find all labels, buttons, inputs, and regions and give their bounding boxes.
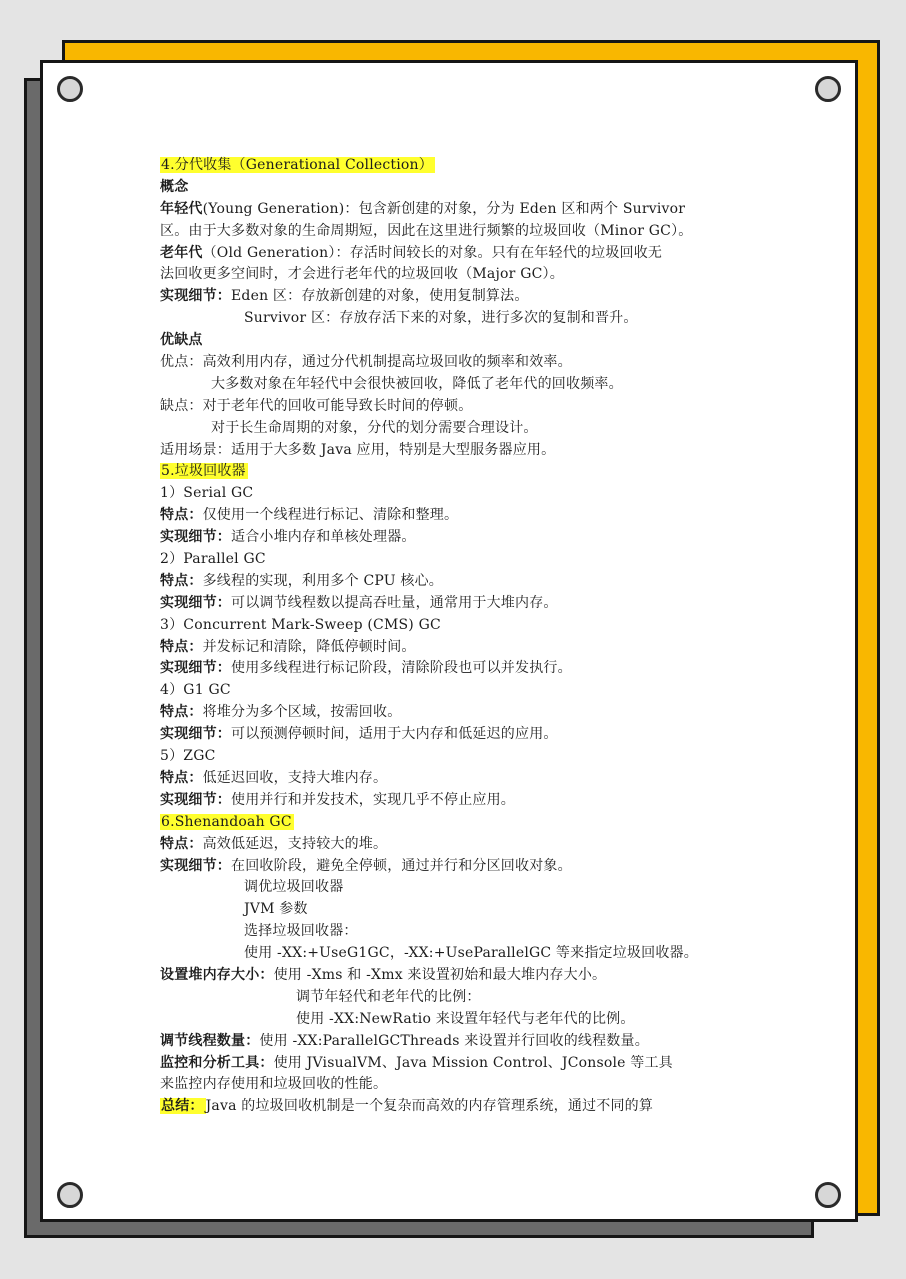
section-heading-4 (160, 155, 742, 177)
feature-text: 将堆分为多个区域，按需回收。 (202, 704, 402, 721)
pros-line-1 (160, 352, 742, 374)
old-gen-label: 老年代 (160, 244, 203, 261)
feature-text: 并发标记和清除，降低停顿时间。 (202, 638, 416, 655)
monitor-line (160, 1053, 742, 1075)
young-gen-line (160, 199, 742, 221)
section-4-title: 4.分代收集（Generational Collection） (161, 157, 433, 173)
proscons-heading: 优缺点 (160, 332, 203, 349)
shenandoah-feature (160, 834, 742, 856)
collector-impl (160, 593, 742, 615)
summary-label: 总结： (161, 1098, 204, 1115)
heap-line-2: 调节年轻代和老年代的比例： (296, 988, 481, 1005)
threads-text: 使用 -XX:ParallelGCThreads 来设置并行回收的线程数量。 (259, 1032, 649, 1049)
binder-ring-icon (57, 76, 83, 102)
old-gen-line-2: 法回收更多空间时，才会进行老年代的垃圾回收（Major GC）。 (160, 266, 564, 283)
pros-label: 优点： (160, 354, 203, 371)
collector-name: 2）Parallel GC (160, 551, 266, 568)
impl-label: 实现细节： (160, 594, 231, 611)
use-flags-line: 使用 -XX:+UseG1GC，-XX:+UseParallelGC 等来指定垃圾回收器。 (244, 945, 698, 962)
binder-ring-icon (57, 1182, 83, 1208)
collector-name: 5）ZGC (160, 748, 216, 765)
summary-text: Java 的垃圾回收机制是一个复杂而高效的内存管理系统，通过不同的算 (205, 1098, 654, 1115)
threads-line (160, 1031, 742, 1053)
collector-feature (160, 702, 742, 724)
old-gen-line (160, 243, 742, 265)
young-gen-line-2: 区。由于大多数对象的生命周期短，因此在这里进行频繁的垃圾回收（Minor GC）。 (160, 222, 693, 239)
impl-label: 实现细节： (160, 857, 231, 874)
monitor-line-2: 来监控内存使用和垃圾回收的性能。 (160, 1076, 388, 1093)
pros-text-1: 高效利用内存，通过分代机制提高垃圾回收的频率和效率。 (202, 354, 572, 371)
section-6-title: 6.Shenandoah GC (161, 813, 292, 830)
cons-line-1 (160, 396, 742, 418)
feature-label: 特点： (160, 835, 203, 852)
collector-impl (160, 790, 742, 812)
pros-line-2: 大多数对象在年轻代中会很快被回收，降低了老年代的回收频率。 (211, 375, 623, 392)
threads-label: 调节线程数量： (160, 1032, 260, 1049)
scene-line: 适用场景：适用于大多数 Java 应用，特别是大型服务器应用。 (160, 441, 556, 458)
monitor-label: 监控和分析工具： (160, 1054, 274, 1071)
cons-label: 缺点： (160, 397, 203, 414)
note-content (160, 155, 742, 1118)
old-gen-text: （Old Generation）：存活时间较长的对象。只有在年轻代的垃圾回收无 (202, 244, 663, 261)
impl-text: 可以调节线程数以提高吞吐量，通常用于大堆内存。 (231, 594, 558, 611)
impl-label: 实现细节： (160, 791, 231, 808)
young-gen-label: 年轻代 (160, 200, 203, 217)
heap-line-3: 使用 -XX:NewRatio 来设置年轻代与老年代的比例。 (296, 1010, 635, 1027)
summary-line (160, 1096, 742, 1118)
collector-feature (160, 505, 742, 527)
impl-label: 实现细节： (160, 660, 231, 677)
feature-label: 特点： (160, 769, 203, 786)
impl-eden-text: Eden 区：存放新创建的对象，使用复制算法。 (231, 288, 529, 305)
choose-gc-line: 选择垃圾回收器： (244, 923, 358, 940)
feature-text: 仅使用一个线程进行标记、清除和整理。 (202, 507, 459, 524)
jvm-params-line: JVM 参数 (244, 901, 308, 918)
heap-label: 设置堆内存大小： (160, 966, 274, 983)
feature-label: 特点： (160, 704, 203, 721)
binder-ring-icon (815, 76, 841, 102)
impl-text: 使用多线程进行标记阶段，清除阶段也可以并发执行。 (231, 660, 572, 677)
feature-label: 特点： (160, 507, 203, 524)
impl-line-eden (160, 286, 742, 308)
cons-line-2: 对于长生命周期的对象，分代的划分需要合理设计。 (211, 419, 538, 436)
collector-feature (160, 637, 742, 659)
feature-text: 高效低延迟，支持较大的堆。 (202, 835, 388, 852)
impl-line-survivor: Survivor 区：存放存活下来的对象，进行多次的复制和晋升。 (244, 310, 638, 327)
concept-heading: 概念 (160, 178, 189, 195)
impl-text: 适合小堆内存和单核处理器。 (231, 529, 416, 546)
heap-text-1: 使用 -Xms 和 -Xmx 来设置初始和最大堆内存大小。 (273, 966, 607, 983)
section-heading-6 (160, 812, 742, 834)
monitor-text: 使用 JVisualVM、Java Mission Control、JConsole 等工具 (273, 1054, 673, 1071)
impl-label: 实现细节： (160, 288, 231, 305)
collector-impl (160, 658, 742, 680)
feature-label: 特点： (160, 638, 203, 655)
impl-text: 可以预测停顿时间，适用于大内存和低延迟的应用。 (231, 726, 558, 743)
impl-label: 实现细节： (160, 529, 231, 546)
collector-feature (160, 768, 742, 790)
feature-label: 特点： (160, 572, 203, 589)
tune-line: 调优垃圾回收器 (244, 879, 344, 896)
impl-text: 使用并行和并发技术，实现几乎不停止应用。 (231, 791, 515, 808)
collector-name: 4）G1 GC (160, 682, 231, 699)
heap-line-1 (160, 965, 742, 987)
collector-feature (160, 571, 742, 593)
impl-text: 在回收阶段，避免全停顿，通过并行和分区回收对象。 (231, 857, 572, 874)
feature-text: 低延迟回收，支持大堆内存。 (202, 769, 388, 786)
collector-name: 3）Concurrent Mark-Sweep (CMS) GC (160, 616, 441, 633)
collector-impl (160, 527, 742, 549)
young-gen-text: (Young Generation)：包含新创建的对象，分为 Eden 区和两个 Survivor (202, 200, 686, 217)
section-heading-5 (160, 461, 742, 483)
collector-impl (160, 724, 742, 746)
impl-label: 实现细节： (160, 726, 231, 743)
section-5-title: 5.垃圾回收器 (161, 463, 246, 480)
collector-name: 1）Serial GC (160, 485, 254, 502)
feature-text: 多线程的实现，利用多个 CPU 核心。 (202, 572, 443, 589)
shenandoah-impl (160, 856, 742, 878)
binder-ring-icon (815, 1182, 841, 1208)
cons-text-1: 对于老年代的回收可能导致长时间的停顿。 (202, 397, 473, 414)
